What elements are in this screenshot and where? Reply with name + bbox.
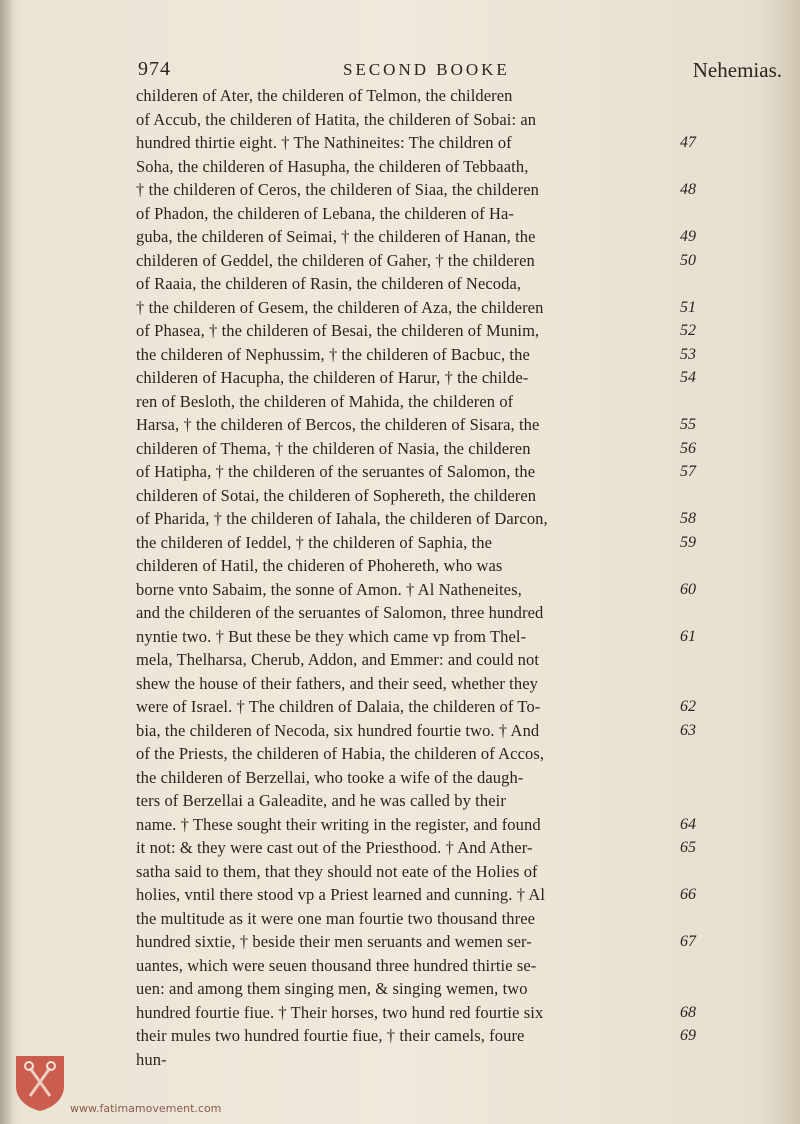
verse-number: 51 — [680, 298, 696, 316]
verse-number: 52 — [680, 322, 696, 339]
text-line: the childeren of Berzellai, who tooke a wife of the daugh- — [136, 767, 524, 787]
page-number: 974 — [138, 58, 171, 80]
text-line: Harsa, † the childeren of Bercos, the childeren of Sisara, the — [136, 415, 540, 434]
text-line: bia, the childeren of Necoda, six hundred fourtie two. † And — [136, 720, 540, 740]
text-line: childeren of Hacupha, the childeren of Harur, † the childe- — [136, 368, 529, 387]
text-line: hundred thirtie eight. † The Nathineites: The children of — [136, 133, 512, 152]
verse-number — [680, 766, 720, 790]
verse-number: 53 — [680, 345, 696, 363]
text-line: their mules two hundred fourtie fiue, † their camels, foure — [136, 1026, 525, 1045]
verse-number — [680, 554, 720, 578]
text-line: hundred fourtie fiue. † Their horses, two hund red fourtie six — [136, 1002, 544, 1022]
text-line: of Phadon, the childeren of Lebana, the childeren of Ha- — [136, 203, 515, 223]
papal-keys-logo-icon — [12, 1052, 68, 1112]
text-line: name. † These sought their writing in the register, and found — [136, 814, 541, 834]
verse-number — [680, 108, 720, 132]
text-line: Soha, the childeren of Hasupha, the childeren of Tebbaath, — [136, 156, 529, 176]
text-line: were of Israel. † The children of Dalaia, the childeren of To- — [136, 697, 541, 716]
verse-number: 63 — [680, 721, 696, 739]
verse-number — [680, 789, 720, 813]
text-line: it not: & they were cast out of the Priesthood. † And Ather- — [136, 838, 533, 857]
text-line: ters of Berzellai a Galeadite, and he was called by their — [136, 791, 506, 810]
text-line: childeren of Hatil, the chideren of Phohereth, who was — [136, 556, 503, 575]
verse-number — [680, 272, 720, 296]
verse-number — [680, 390, 720, 414]
verse-number: 50 — [680, 251, 696, 269]
verse-number — [680, 484, 720, 508]
verse-number: 67 — [680, 933, 696, 950]
watermark-url: www.fatimamovement.com — [70, 1102, 222, 1115]
running-title: SECOND BOOKE — [343, 60, 510, 79]
verse-number: 49 — [680, 228, 696, 245]
text-line: the multitude as it were one man fourtie two thousand three — [136, 908, 536, 928]
gutter-shadow — [0, 0, 14, 1124]
verse-number: 59 — [680, 533, 696, 551]
text-line: and the childeren of the seruantes of Salomon, three hundred — [136, 603, 544, 622]
text-line: holies, vntil there stood vp a Priest learned and cunning. † Al — [136, 885, 546, 904]
verse-number: 64 — [680, 815, 696, 833]
text-line: † the childeren of Gesem, the childeren of Aza, the childeren — [136, 297, 544, 317]
text-line: † the childeren of Ceros, the childeren of Siaa, the childeren — [136, 180, 539, 199]
text-line: borne vnto Sabaim, the sonne of Amon. † Al Natheneites, — [136, 579, 522, 599]
verse-number: 66 — [680, 886, 696, 903]
verse-number: 62 — [680, 698, 696, 715]
text-line: childeren of Geddel, the childeren of Gaher, † the childeren — [136, 250, 535, 270]
verse-number: 57 — [680, 463, 696, 480]
verse-number: 69 — [680, 1027, 696, 1044]
text-line: childeren of Sotai, the childeren of Sophereth, the childeren — [136, 485, 537, 505]
text-line: satha said to them, that they should not eate of the Holies of — [136, 861, 538, 881]
text-line: of Hatipha, † the childeren of the seruantes of Salomon, the — [136, 462, 536, 481]
text-line: the childeren of Ieddel, † the childeren of Saphia, the — [136, 532, 492, 552]
verse-number — [680, 84, 720, 108]
verse-number — [680, 155, 720, 179]
verse-number — [680, 977, 720, 1001]
text-line: the childeren of Nephussim, † the childeren of Bacbuc, the — [136, 344, 530, 364]
text-line: of the Priests, the childeren of Habia, the childeren of Accos, — [136, 744, 545, 763]
verse-number — [680, 907, 720, 931]
book-name: Nehemias. — [692, 58, 782, 82]
text-line: uen: and among them singing men, & singing wemen, two — [136, 979, 528, 998]
verse-numbers-column — [680, 84, 720, 1071]
text-line: childeren of Thema, † the childeren of Nasia, the childeren — [136, 438, 531, 458]
verse-number: 54 — [680, 369, 696, 386]
verse-number: 56 — [680, 439, 696, 457]
text-line: hun- — [136, 1049, 167, 1069]
text-line: mela, Thelharsa, Cherub, Addon, and Emmer: and could not — [136, 650, 540, 669]
verse-number — [680, 601, 720, 625]
text-line: of Pharida, † the childeren of Iahala, the childeren of Darcon, — [136, 509, 548, 528]
verse-number — [680, 860, 720, 884]
verse-number — [680, 954, 720, 978]
text-line: of Raaia, the childeren of Rasin, the childeren of Necoda, — [136, 274, 522, 293]
verse-number: 58 — [680, 510, 696, 527]
text-line: shew the house of their fathers, and their seed, whether they — [136, 673, 538, 693]
verse-number: 61 — [680, 627, 696, 645]
text-line: nyntie two. † But these be they which came vp from Thel- — [136, 626, 527, 646]
verse-number: 47 — [680, 134, 696, 151]
verse-number — [680, 1048, 720, 1072]
text-line: of Phasea, † the childeren of Besai, the childeren of Munim, — [136, 321, 540, 340]
text-line: hundred sixtie, † beside their men seruants and wemen ser- — [136, 932, 532, 951]
verse-number: 65 — [680, 839, 696, 856]
verse-number: 60 — [680, 580, 696, 598]
text-line: uantes, which were seuen thousand three hundred thirtie se- — [136, 955, 537, 975]
text-line: childeren of Ater, the childeren of Telmon, the childeren — [136, 86, 513, 105]
body-text — [136, 84, 676, 1071]
text-line: ren of Besloth, the childeren of Mahida, the childeren of — [136, 391, 514, 411]
text-line: guba, the childeren of Seimai, † the childeren of Hanan, the — [136, 227, 536, 246]
page-header — [138, 58, 788, 86]
verse-number — [680, 742, 720, 766]
verse-number — [680, 648, 720, 672]
verse-number: 48 — [680, 181, 696, 198]
verse-number: 55 — [680, 416, 696, 433]
verse-number: 68 — [680, 1003, 696, 1021]
verse-number — [680, 202, 720, 226]
text-line: of Accub, the childeren of Hatita, the childeren of Sobai: an — [136, 109, 537, 129]
verse-number — [680, 672, 720, 696]
